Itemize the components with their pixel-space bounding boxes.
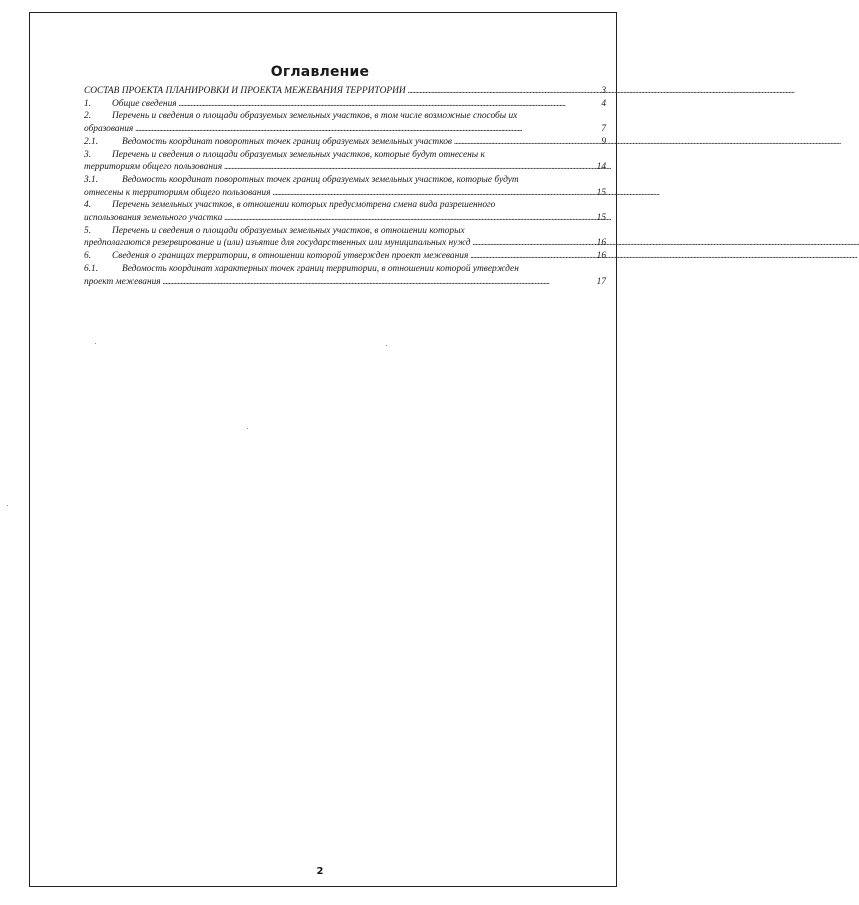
toc-entry-number: 2.1. xyxy=(84,136,99,147)
dot-leader xyxy=(224,161,595,174)
table-of-contents xyxy=(84,85,614,288)
toc-page-number: 7 xyxy=(601,124,606,135)
toc-page-number: 17 xyxy=(596,276,606,287)
toc-entry-text: Общие сведения xyxy=(112,98,177,109)
toc-entry-text: отнесены к территориям общего пользования xyxy=(84,187,271,198)
toc-entry-text: территориям общего пользования xyxy=(84,162,223,173)
toc-entry[interactable] xyxy=(84,110,614,135)
dot-leader xyxy=(163,276,595,289)
dot-leader xyxy=(408,85,600,98)
toc-entry[interactable] xyxy=(84,174,614,199)
toc-entry-text: Перечень и сведения о площади образуемых земельных участков, которые будут отнесены к xyxy=(112,149,485,160)
scan-speck xyxy=(7,505,8,506)
toc-entry-text: проект межевания xyxy=(84,276,161,287)
toc-entry-text: Сведения о границах территории, в отношении которой утвержден проект межевания xyxy=(112,251,469,262)
toc-entry-number: 5. xyxy=(84,225,92,236)
toc-entry-number: 1. xyxy=(84,98,92,109)
dot-leader xyxy=(473,237,595,250)
toc-entry-text: Ведомость координат поворотных точек границ образуемых земельных участков xyxy=(122,136,452,147)
toc-entry[interactable] xyxy=(84,98,614,111)
dot-leader xyxy=(454,136,599,149)
toc-entry-number: 2. xyxy=(84,111,92,122)
scan-speck xyxy=(95,343,96,344)
toc-entry-text: использования земельного участка xyxy=(84,213,223,224)
dot-leader xyxy=(224,212,594,225)
toc-entry[interactable] xyxy=(84,149,614,174)
toc-page-number: 3 xyxy=(601,86,606,96)
scan-speck xyxy=(247,428,248,429)
dot-leader xyxy=(135,123,599,136)
scan-speck xyxy=(386,345,387,346)
dot-leader xyxy=(272,187,594,200)
toc-entry-number: 4. xyxy=(84,200,92,211)
toc-entry-number: 3.1. xyxy=(84,174,99,185)
toc-entry-text: Перечень и сведения о площади образуемых земельных участков, в том числе возможные способы их xyxy=(112,111,518,122)
toc-page-number: 4 xyxy=(601,98,606,109)
toc-page-number: 9 xyxy=(601,136,606,147)
toc-entry-text: СОСТАВ ПРОЕКТА ПЛАНИРОВКИ И ПРОЕКТА МЕЖЕВАНИЯ ТЕРРИТОРИИ xyxy=(84,86,406,96)
page-number: 2 xyxy=(316,866,324,877)
toc-entry-text: Перечень земельных участков, в отношении которых предусмотрена смена вида разрешенного xyxy=(112,200,496,211)
toc-entry-text: предполагаются резервирование и (или) изъятие для государственных или муниципальных нужд xyxy=(84,238,471,249)
toc-entry-text: Ведомость координат поворотных точек границ образуемых земельных участков, которые будут xyxy=(122,174,519,185)
toc-entry-text: Ведомость координат характерных точек границ территории, в отношении которой утвержден xyxy=(122,263,519,274)
dot-leader xyxy=(470,250,594,263)
toc-entry[interactable] xyxy=(84,85,614,98)
toc-entry[interactable] xyxy=(84,199,614,224)
toc-page-number: 15 xyxy=(596,213,606,224)
toc-entry[interactable] xyxy=(84,263,614,288)
toc-page-number: 16 xyxy=(596,238,606,249)
toc-entry-number: 3. xyxy=(84,149,92,160)
toc-entry-text: Перечень и сведения о площади образуемых земельных участков, в отношении которых xyxy=(112,225,465,236)
toc-entry-text: образования xyxy=(84,124,134,135)
dot-leader xyxy=(179,98,600,111)
toc-entry[interactable] xyxy=(84,136,614,149)
toc-entry[interactable] xyxy=(84,225,614,250)
toc-entry[interactable] xyxy=(84,250,614,263)
toc-page-number: 16 xyxy=(596,251,606,262)
toc-page-number: 14 xyxy=(596,162,606,173)
toc-entry-number: 6. xyxy=(84,251,92,262)
toc-entry-number: 6.1. xyxy=(84,263,99,274)
toc-title: Оглавление xyxy=(270,64,370,80)
toc-page-number: 15 xyxy=(596,187,606,198)
